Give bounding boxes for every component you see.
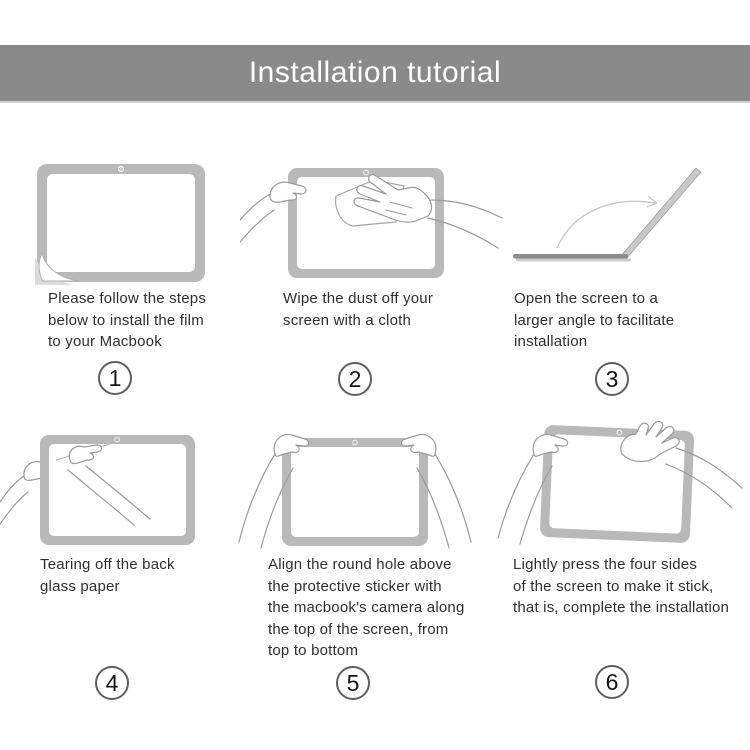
laptop-base-shadow [516, 259, 631, 262]
step-6-illustration [490, 420, 750, 558]
step-number: 2 [348, 365, 362, 392]
camera-dot-icon [115, 437, 120, 442]
caption-line: installation [514, 333, 588, 350]
step-5-illustration [225, 424, 505, 554]
step-5-number-badge [336, 666, 370, 700]
step-number: 6 [605, 668, 619, 695]
step-number: 4 [105, 669, 119, 696]
step-1-number-badge [98, 361, 132, 395]
step-2-number-badge [338, 362, 372, 396]
caption-line: larger angle to facilitate [514, 311, 675, 329]
step-number: 5 [346, 669, 360, 696]
camera-dot-icon [118, 166, 123, 171]
header-banner [0, 45, 750, 103]
step-6-caption [513, 554, 729, 619]
caption-line: top to bottom [268, 642, 359, 659]
screen-glass [291, 447, 419, 537]
camera-dot-icon [364, 170, 369, 175]
step-1-caption [48, 288, 206, 353]
caption-line: the protective sticker with [268, 577, 442, 595]
caption-line: that is, complete the installation [513, 599, 730, 616]
step-2-illustration [240, 156, 505, 288]
caption-line: screen with a cloth [283, 311, 412, 329]
step-5-caption [268, 554, 465, 662]
step-number: 3 [605, 365, 619, 392]
caption-line: the top of the screen, from [268, 620, 449, 638]
step-number: 1 [108, 364, 122, 391]
caption-line: Please follow the steps [48, 290, 207, 307]
step-3-number-badge [595, 362, 629, 396]
caption-line: Wipe the dust off your [283, 290, 434, 307]
caption-line: of the screen to make it stick, [513, 577, 714, 595]
caption-line: Open the screen to a [514, 290, 659, 307]
step-3-illustration [505, 158, 740, 270]
caption-line: Align the round hole above [268, 556, 452, 573]
step-6-number-badge [595, 665, 629, 699]
camera-dot-icon [617, 430, 622, 435]
step-4-caption [40, 554, 175, 597]
step-4-number-badge [95, 666, 129, 700]
screen-glass [47, 174, 195, 272]
laptop-screen-open [621, 168, 701, 259]
caption-line: the macbook's camera along [268, 599, 465, 616]
camera-dot-icon [353, 440, 358, 445]
step-1-illustration [30, 158, 215, 288]
caption-line: Lightly press the four sides [513, 556, 698, 573]
step-3-caption [514, 288, 674, 353]
page-title: Installation tutorial [248, 56, 502, 89]
caption-line: Tearing off the back [40, 556, 175, 573]
caption-line: to your Macbook [48, 333, 162, 350]
step-4-illustration [0, 424, 250, 552]
laptop-base [513, 254, 628, 259]
step-2-caption [283, 288, 433, 331]
caption-line: glass paper [40, 577, 120, 595]
caption-line: below to install the film [48, 311, 204, 329]
